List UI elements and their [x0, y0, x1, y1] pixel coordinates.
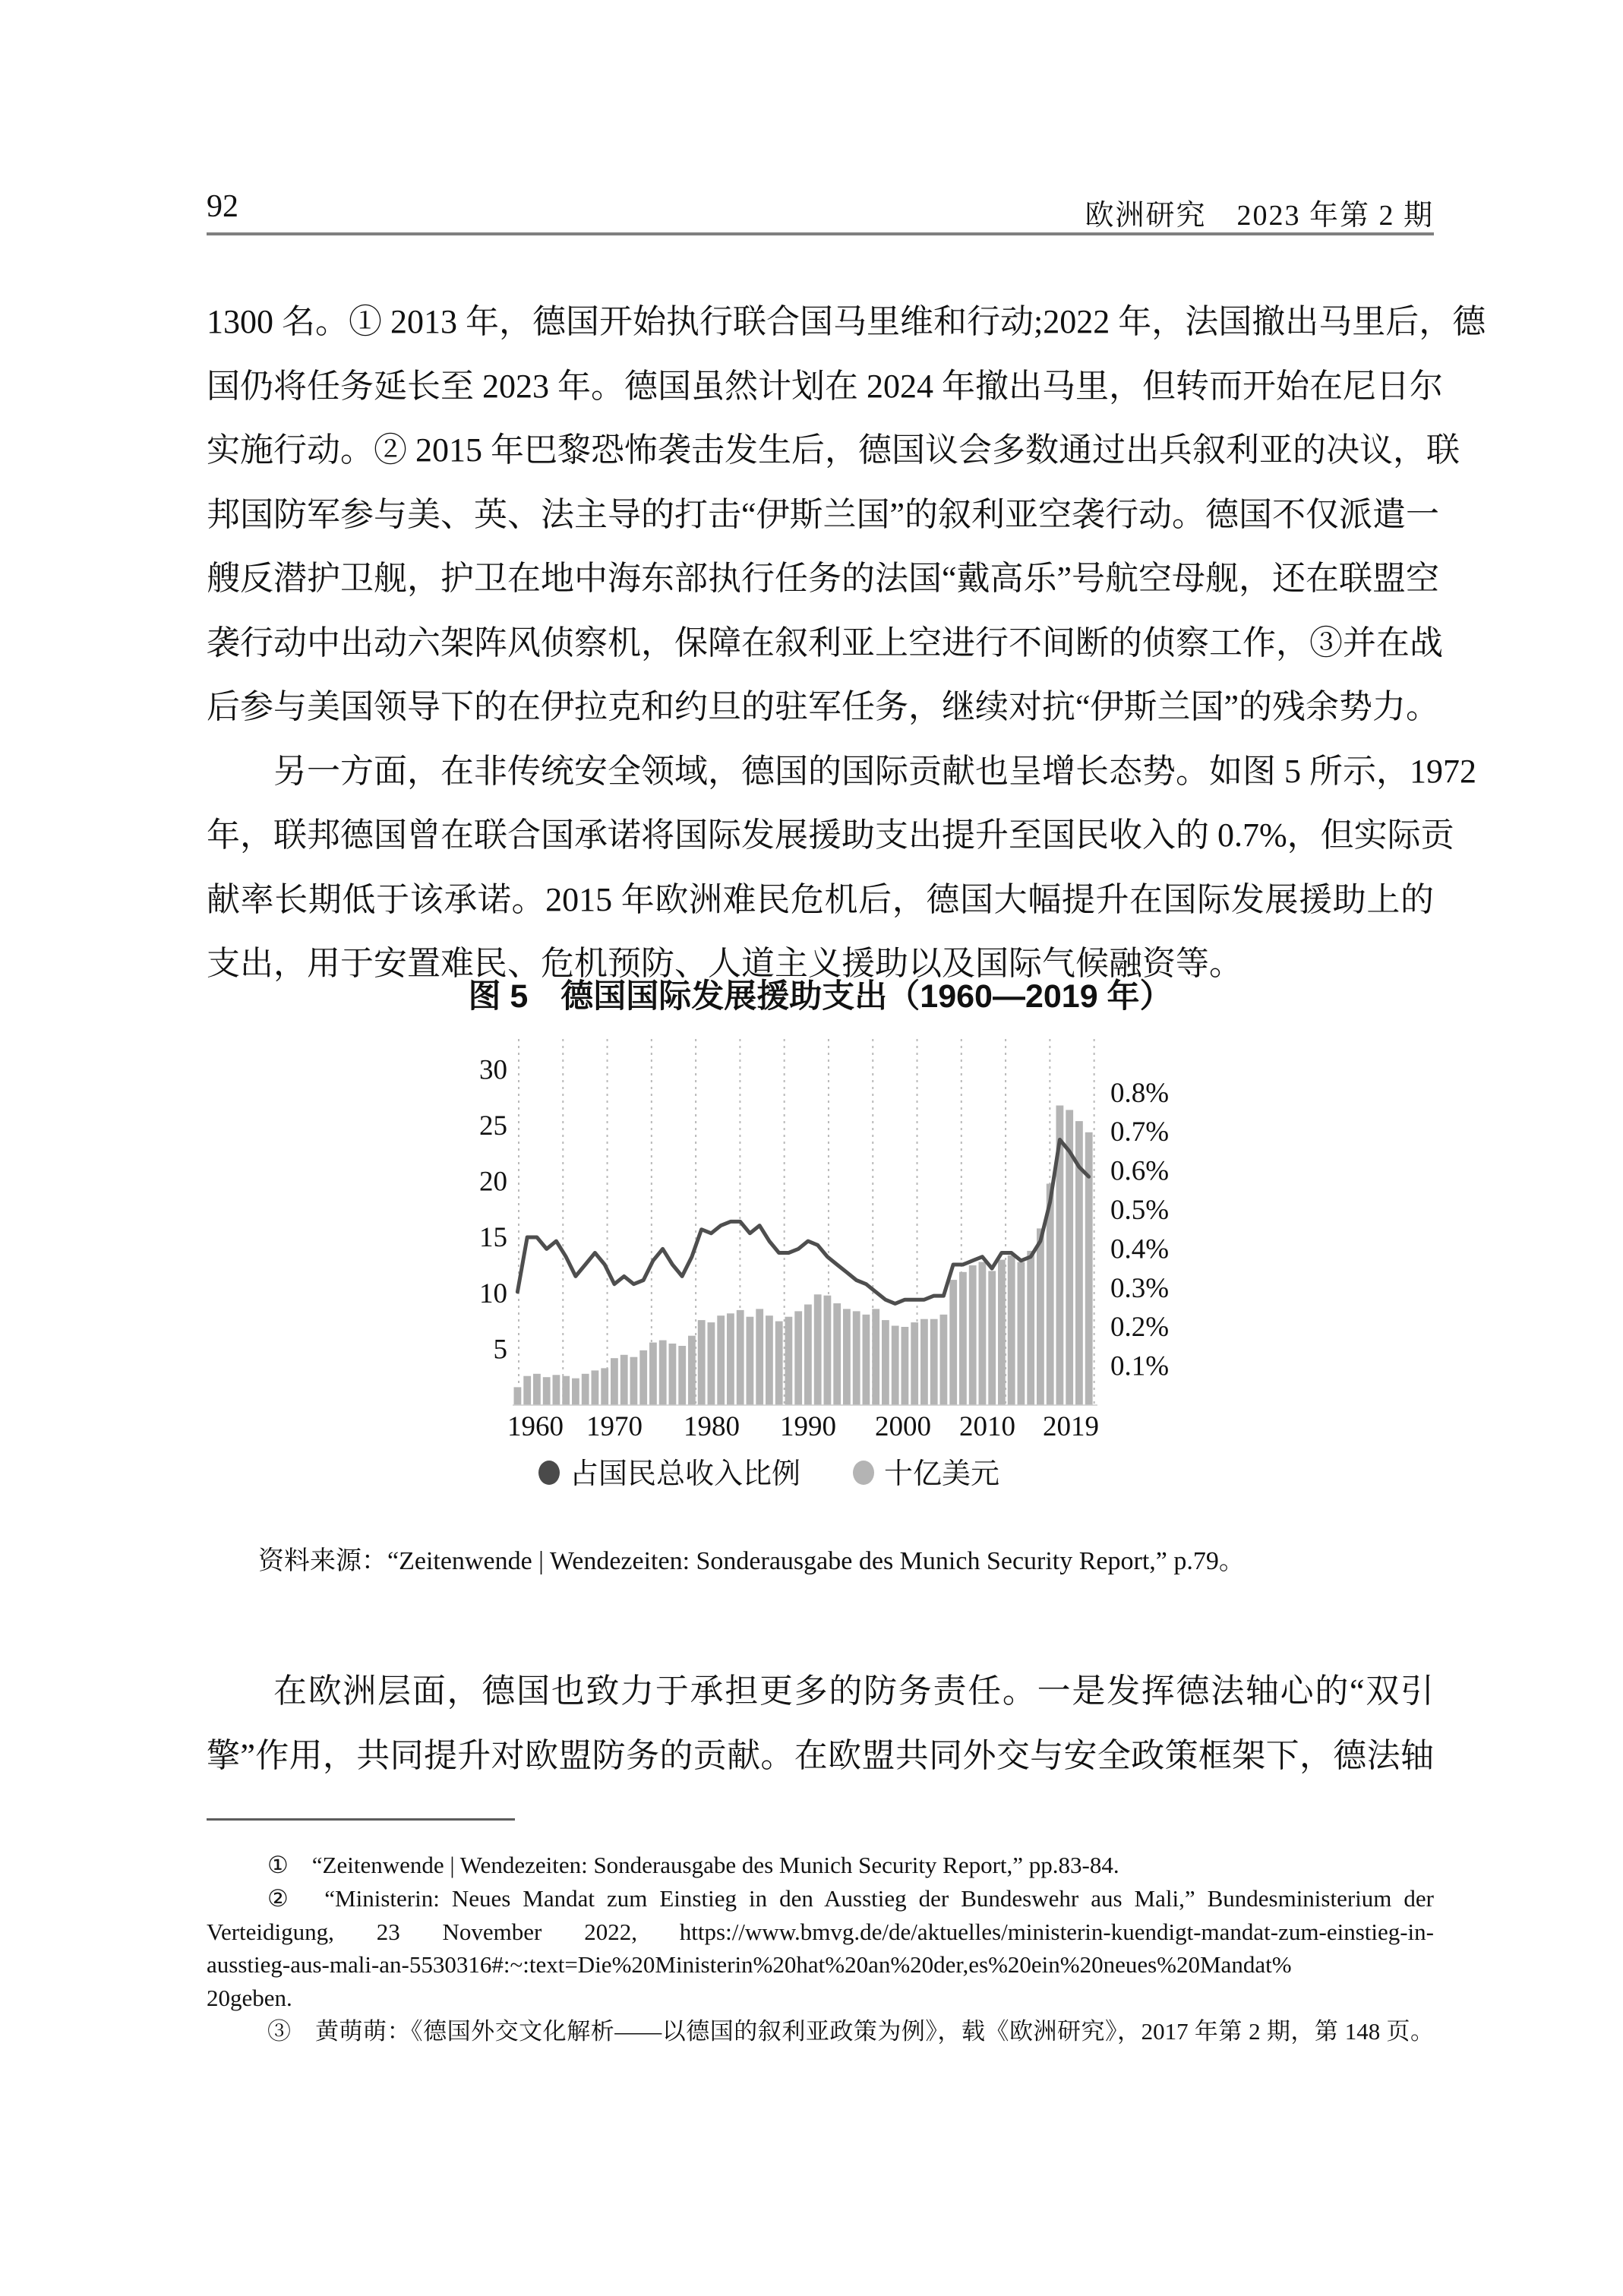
x-axis-label-2010: 2010 — [959, 1411, 1015, 1442]
bar-1963 — [543, 1377, 551, 1405]
body-text — [207, 290, 1486, 996]
paragraph-2-line: 另一方面，在非传统安全领域，德国的国际贡献也呈增长态势。如图 5 所示，1972 — [273, 752, 1476, 790]
legend-line-label: 占国民总收入比例 — [570, 1458, 801, 1490]
bar-1982 — [727, 1313, 734, 1405]
bar-1965 — [562, 1376, 570, 1405]
right-axis-tick: 0.6% — [1110, 1155, 1170, 1187]
legend-bar-marker — [853, 1461, 874, 1485]
bar-1977 — [678, 1346, 686, 1405]
right-axis-tick: 0.4% — [1110, 1233, 1170, 1265]
bar-2003 — [930, 1319, 938, 1405]
bar-1996 — [863, 1315, 870, 1405]
bar-2012 — [1018, 1262, 1025, 1405]
bar-1972 — [630, 1357, 638, 1405]
bar-1971 — [620, 1355, 628, 1405]
right-axis-tick: 0.1% — [1110, 1350, 1170, 1382]
bar-2009 — [988, 1271, 996, 1405]
paragraph-3-line: 擎”作用，共同提升对欧盟防务的贡献。在欧盟共同外交与安全政策框架下，德法轴 — [207, 1736, 1434, 1774]
bar-2001 — [911, 1322, 918, 1405]
bar-1960 — [514, 1387, 522, 1405]
header-journal-title: 欧洲研究 2023 年第 2 期 — [1085, 200, 1434, 232]
bar-1988 — [785, 1317, 793, 1405]
bar-2000 — [901, 1327, 909, 1405]
body-text-continued — [207, 1660, 1434, 1788]
bar-1961 — [523, 1376, 531, 1405]
left-axis-tick: 15 — [479, 1222, 507, 1254]
bar-1983 — [737, 1310, 744, 1405]
bar-2005 — [949, 1280, 957, 1405]
bar-1979 — [698, 1320, 706, 1405]
paragraph-1-line: 1300 名。① 2013 年，德国开始执行联合国马里维和行动;2022 年，法国撤出马里后，德 — [207, 303, 1486, 340]
right-axis-tick: 0.5% — [1110, 1195, 1170, 1226]
aid-chart-svg — [456, 1031, 1200, 1506]
bar-1992 — [824, 1296, 832, 1405]
footnote-2-line: ② “Ministerin: Neues Mandat zum Einstieg in den Ausstieg der Bundeswehr aus Mali,” Bundesministerium der — [267, 1884, 1434, 1912]
paragraph-1-line: 后参与美国领导下的在伊拉克和约旦的驻军任务，继续对抗“伊斯兰国”的残余势力。 — [207, 688, 1440, 725]
x-axis-label-1960: 1960 — [507, 1411, 564, 1442]
bar-1970 — [611, 1358, 618, 1405]
bar-2011 — [1008, 1255, 1015, 1405]
bar-1973 — [639, 1350, 647, 1405]
header-page-number: 92 — [207, 189, 238, 224]
bar-1994 — [843, 1309, 851, 1405]
bar-2010 — [998, 1260, 1006, 1405]
left-axis-tick: 10 — [479, 1277, 507, 1309]
footnote-1: ① “Zeitenwende | Wendezeiten: Sonderausgabe des Munich Security Report,” pp.83-84. — [267, 1852, 1119, 1878]
paragraph-1-line: 袭行动中出动六架阵风侦察机，保障在叙利亚上空进行不间断的侦察工作，③并在战 — [207, 624, 1443, 662]
bar-1975 — [659, 1341, 667, 1405]
bar-1995 — [853, 1311, 860, 1405]
bar-1997 — [872, 1309, 879, 1405]
bar-1969 — [601, 1368, 608, 1405]
bar-1962 — [533, 1374, 541, 1405]
paragraph-1-line: 实施行动。② 2015 年巴黎恐怖袭击发生后，德国议会多数通过出兵叙利亚的决议，联 — [207, 431, 1460, 469]
bar-1987 — [775, 1322, 783, 1405]
left-axis-tick: 30 — [479, 1054, 507, 1086]
paragraph-3-line: 在欧洲层面，德国也致力于承担更多的防务责任。一是发挥德法轴心的“双引 — [273, 1672, 1434, 1710]
left-axis-tick: 25 — [479, 1110, 507, 1142]
bar-1984 — [747, 1317, 754, 1405]
aid-chart — [456, 1031, 1200, 1506]
right-axis-tick: 0.8% — [1110, 1077, 1170, 1109]
right-axis-tick: 0.3% — [1110, 1272, 1170, 1304]
legend-line-marker — [538, 1461, 560, 1485]
bar-1993 — [833, 1303, 841, 1405]
paragraph-2-line: 年，联邦德国曾在联合国承诺将国际发展援助支出提升至国民收入的 0.7%，但实际贡 — [207, 816, 1454, 854]
bar-1990 — [804, 1305, 812, 1406]
figure-caption: 图 5 德国国际发展援助支出（1960—2019 年） — [468, 978, 1173, 1015]
footnote-3: ③ 黄萌萌：《德国外交文化解析——以德国的叙利亚政策为例》，载《欧洲研究》，2017 年第 2 期，第 148 页。 — [267, 2017, 1434, 2045]
footnote-2-line: Verteidigung, 23 November 2022, https://www.bmvg.de/de/aktuelles/ministerin-kuendigt-mandat-zum-einstieg-in- — [207, 1918, 1434, 1945]
paragraph-1-line: 国仍将任务延长至 2023 年。德国虽然计划在 2024 年撤出马里，但转而开始在尼日尔 — [207, 367, 1443, 405]
bar-1998 — [882, 1320, 889, 1405]
bar-1999 — [892, 1326, 899, 1406]
paragraph-2-line: 献率长期低于该承诺。2015 年欧洲难民危机后，德国大幅提升在国际发展援助上的 — [207, 880, 1434, 918]
bar-1986 — [766, 1315, 773, 1405]
footnotes — [207, 1849, 1434, 2048]
figure-source-note: 资料来源：“Zeitenwende | Wendezeiten: Sonderausgabe des Munich Security Report,” p.79。 — [258, 1547, 1245, 1575]
bar-1980 — [708, 1322, 715, 1405]
bar-1968 — [592, 1370, 599, 1405]
x-axis-label-2019: 2019 — [1043, 1411, 1099, 1442]
bar-2002 — [920, 1319, 928, 1405]
bar-1981 — [717, 1315, 725, 1405]
bar-1976 — [669, 1344, 677, 1405]
x-axis-label-2000: 2000 — [875, 1411, 931, 1442]
x-axis-label-1990: 1990 — [780, 1411, 836, 1442]
bar-2014 — [1037, 1228, 1044, 1405]
bar-2004 — [940, 1315, 948, 1405]
footnote-2-line: ausstieg-aus-mali-an-5530316#:~:text=Die%20Ministerin%20hat%20an%20der,es%20ein%20neues%20Mandat% — [207, 1951, 1292, 1979]
x-axis-label-1980: 1980 — [684, 1411, 740, 1442]
right-axis-tick: 0.2% — [1110, 1312, 1170, 1344]
bar-2007 — [969, 1265, 977, 1405]
bar-1978 — [688, 1336, 696, 1405]
bar-1966 — [572, 1379, 579, 1405]
bar-2008 — [979, 1262, 987, 1405]
paragraph-1-line: 艘反潜护卫舰，护卫在地中海东部执行任务的法国“戴高乐”号航空母舰，还在联盟空 — [207, 560, 1440, 597]
left-axis-tick: 20 — [479, 1166, 507, 1198]
left-axis-tick: 5 — [493, 1334, 507, 1366]
paragraph-1-line: 邦国防军参与美、英、法主导的打击“伊斯兰国”的叙利亚空袭行动。德国不仅派遣一 — [207, 495, 1440, 533]
x-axis-label-1970: 1970 — [586, 1411, 643, 1442]
bar-1974 — [649, 1343, 657, 1405]
footnote-2-line: 20geben. — [207, 1985, 292, 2012]
bar-2006 — [959, 1272, 967, 1405]
bar-1985 — [756, 1309, 763, 1405]
bar-1989 — [794, 1311, 802, 1405]
bar-1991 — [814, 1294, 822, 1405]
bar-1967 — [582, 1374, 589, 1405]
paragraph-2-line: 支出，用于安置难民、危机预防、人道主义援助以及国际气候融资等。 — [207, 945, 1243, 982]
right-axis-tick: 0.7% — [1110, 1116, 1170, 1148]
footnote-divider — [207, 1818, 515, 1821]
bar-2013 — [1027, 1251, 1034, 1405]
bar-1964 — [553, 1375, 560, 1405]
legend-bar-label: 十亿美元 — [884, 1458, 1000, 1490]
header-rule — [207, 232, 1434, 235]
